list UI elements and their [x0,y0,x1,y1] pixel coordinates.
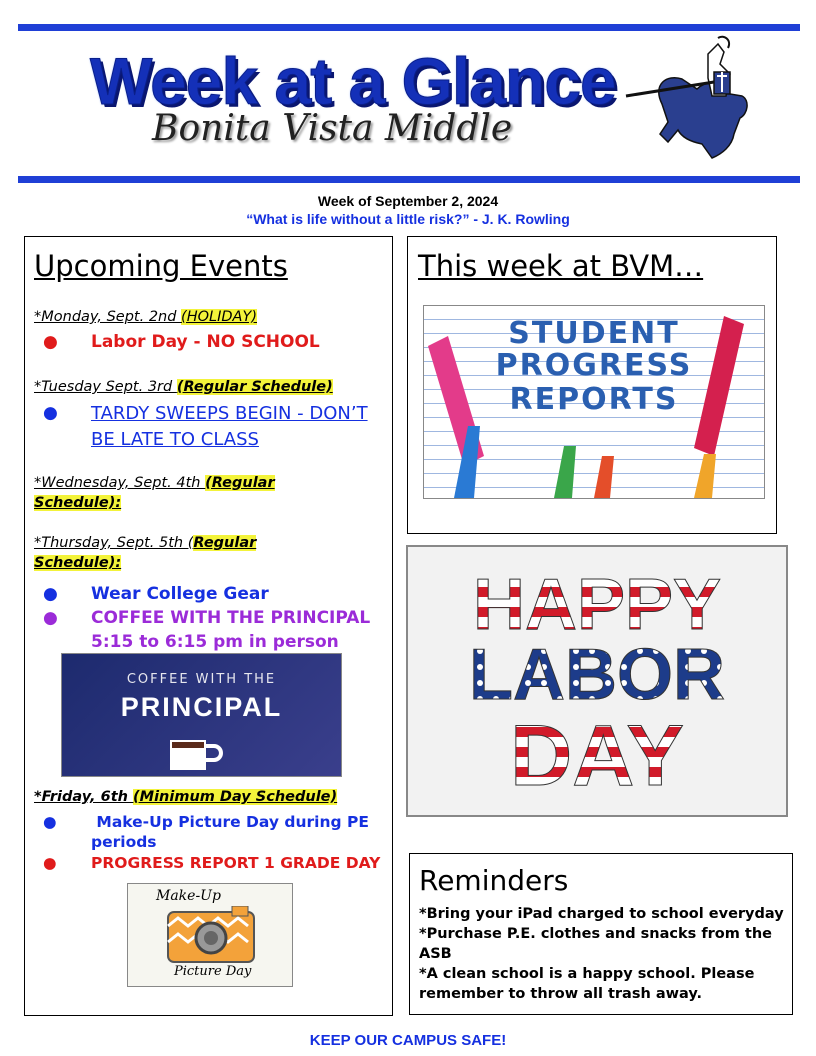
camera-icon [166,906,256,968]
coffee-with-principal-image [61,653,342,777]
progress-image-line1: STUDENT [508,316,680,351]
coffee-image-line1: COFFEE WITH THE [126,672,277,687]
labor-day-word2: LABOR [469,635,725,715]
list-item: ● PROGRESS REPORT 1 GRADE DAY [43,854,381,872]
thursday-label: *Thursday, Sept. 5th (Regular [34,535,257,551]
wednesday-label-cont: Schedule): [34,495,122,511]
list-item: ● Make-Up Picture Day during PE [43,813,369,831]
reminder-line: *A clean school is a happy school. Please [419,966,755,982]
list-item: ● TARDY SWEEPS BEGIN - DON’T BE LATE TO CLASS [43,403,368,450]
tuesday-label: *Tuesday Sept. 3rd (Regular Schedule) [34,379,333,395]
progress-image-line3: REPORTS [509,382,679,417]
upcoming-events-heading: Upcoming Events [34,249,288,283]
reminder-line: remember to throw all trash away. [419,986,702,1002]
list-item: ● Wear College Gear [43,584,269,604]
labor-day-word1: HAPPY [472,565,722,645]
reminder-line: *Bring your iPad charged to school everyday [419,906,784,922]
picture-day-top-text: Make-Up [156,888,221,904]
list-item-cont: 5:15 to 6:15 pm in person [91,632,339,652]
reminder-line: *Purchase P.E. clothes and snacks from the [419,926,772,942]
coffee-image-line2: PRINCIPAL [120,692,283,722]
list-item: ● COFFEE WITH THE PRINCIPAL [43,608,371,628]
labor-day-word3: DAY [510,708,684,804]
coffee-mug-icon [166,734,226,778]
this-week-heading: This week at BVM… [418,249,704,283]
picture-day-bottom-text: Picture Day [174,964,252,979]
upcoming-events-panel [24,236,393,1016]
friday-label: *Friday, 6th (Minimum Day Schedule) [34,789,338,805]
banner-title: Week at a Glance [90,44,616,118]
progress-image-line2: PROGRESS [495,348,693,383]
progress-reports-image [423,305,765,499]
reminders-heading: Reminders [419,864,569,897]
this-week-panel [407,236,777,534]
list-item: ● Labor Day - NO SCHOOL [43,332,320,352]
banner-subtitle: Bonita Vista Middle [152,108,513,149]
colored-pencils-decoration [424,306,764,498]
thursday-label-cont: Schedule): [34,555,122,571]
wednesday-label: *Wednesday, Sept. 4th (Regular [34,475,275,491]
knight-mascot-logo [622,34,772,166]
happy-labor-day-image [406,545,788,817]
reminders-panel [409,853,793,1015]
reminder-line: ASB [419,946,452,962]
weekly-quote: “What is life without a little risk?” - J. K. Rowling [246,211,570,227]
monday-label: *Monday, Sept. 2nd (HOLIDAY) [34,309,257,325]
top-rule [18,24,800,31]
week-of-label: Week of September 2, 2024 [317,193,499,209]
footer-safety-message: KEEP OUR CAMPUS SAFE! [309,1032,507,1049]
makeup-picture-day-image [127,883,293,987]
bottom-rule [18,176,800,183]
list-item-cont: periods [91,833,157,851]
